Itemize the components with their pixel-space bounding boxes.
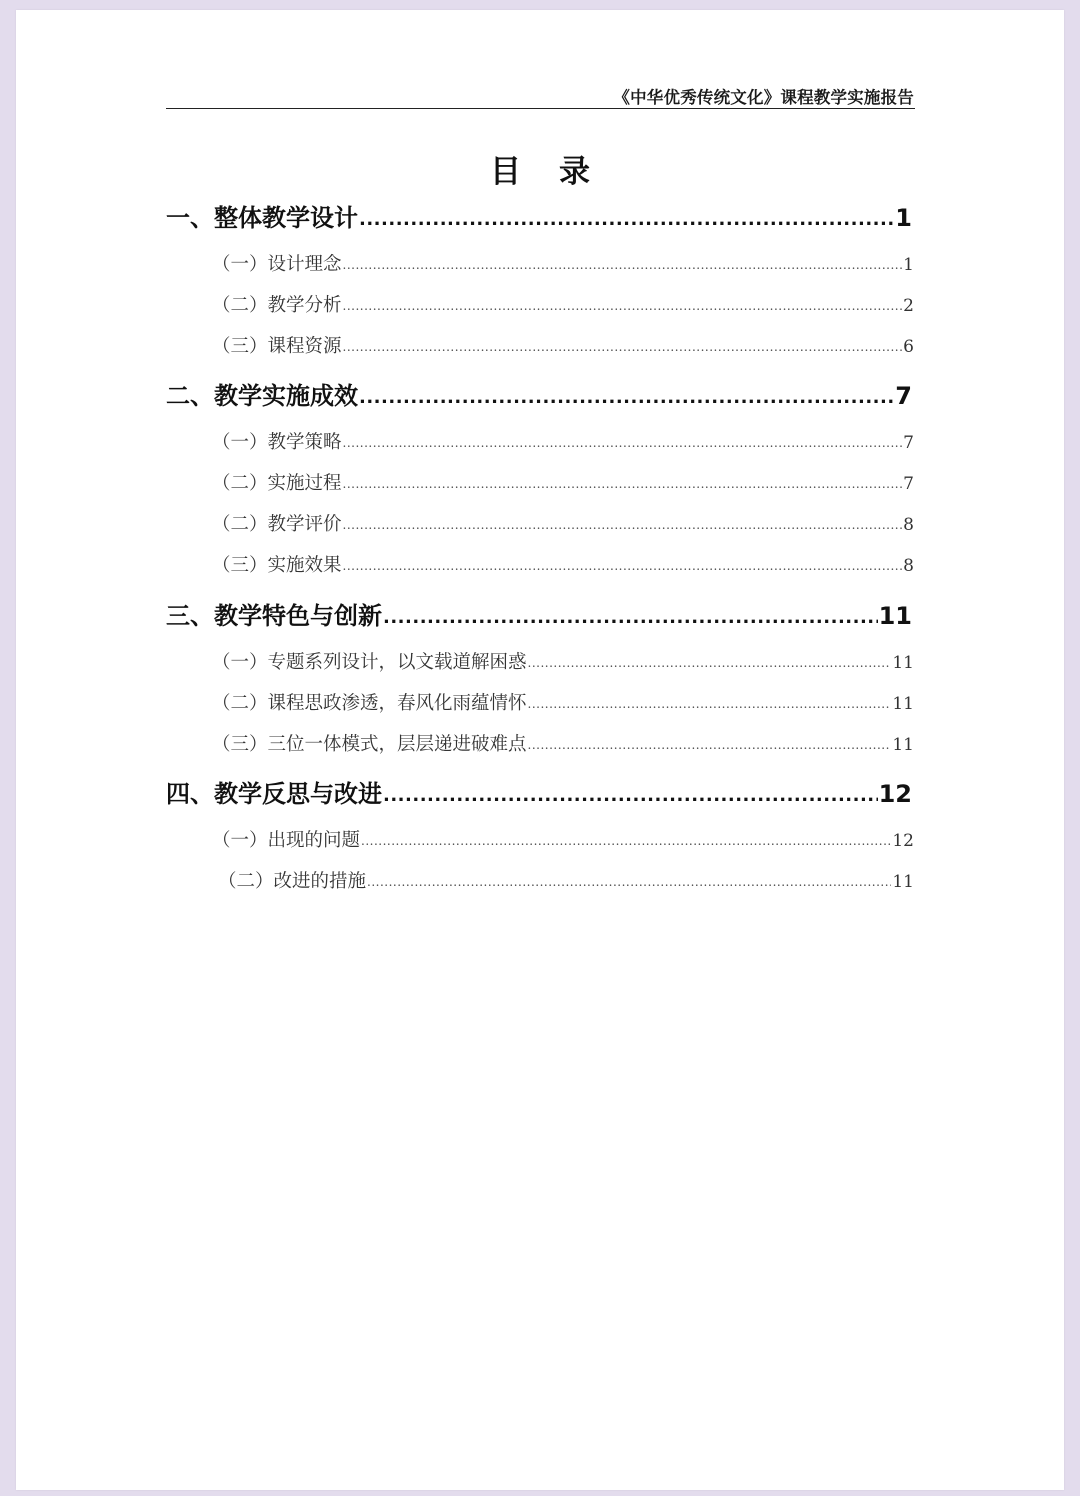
toc-subsection-label: （三）课程资源 [212,336,342,357]
dot-leader [343,436,903,450]
document-page [16,10,1064,1490]
toc-section-label: 四、教学反思与改进 [166,780,382,808]
toc-subsection[interactable] [212,250,914,276]
toc-subsection-label: （二）改进的措施 [218,871,367,892]
toc-section[interactable] [166,376,912,411]
toc-subsection[interactable] [212,291,914,317]
toc-subsection-label: （二）教学分析 [212,295,342,316]
dot-leader [359,387,894,408]
toc-page-number: 2 [903,296,914,316]
toc-page-number: 7 [903,474,914,494]
toc-page-number: 11 [892,872,914,892]
toc-page-number: 1 [903,255,914,275]
toc-page-number: 7 [895,382,912,410]
dot-leader [528,738,892,752]
toc-title-char-1: 目 [490,154,521,190]
toc-subsection[interactable] [212,469,914,495]
toc-title [16,146,1064,191]
toc-subsection[interactable] [212,730,914,756]
toc-subsection[interactable] [212,689,914,715]
toc-subsection-label: （二）教学评价 [212,514,342,535]
toc-subsection[interactable] [212,332,914,358]
toc-subsection-label: （一）出现的问题 [212,830,361,851]
toc-subsection[interactable] [212,648,914,674]
dot-leader [359,209,894,230]
toc-section-label: 一、整体教学设计 [166,204,358,232]
toc-page-number: 8 [903,515,914,535]
toc-section[interactable] [166,774,912,809]
dot-leader [343,258,903,272]
toc-page-number: 12 [892,831,914,851]
toc-section[interactable] [166,596,912,631]
toc-subsection-label: （二）课程思政渗透，春风化雨蕴情怀 [212,693,527,714]
toc-section-label: 三、教学特色与创新 [166,602,382,630]
running-header: 《中华优秀传统文化》课程教学实施报告 [613,88,914,107]
dot-leader [343,340,903,354]
toc-section[interactable] [166,198,912,233]
dot-leader [528,697,892,711]
toc-page-number: 6 [903,337,914,357]
dot-leader [361,834,891,848]
dot-leader [343,299,903,313]
toc-subsection-label: （二）实施过程 [212,473,342,494]
toc-page-number: 11 [892,694,914,714]
toc-subsection[interactable] [212,826,914,852]
toc-page-number: 11 [892,735,914,755]
toc-page-number: 1 [895,204,912,232]
toc-page-number: 7 [903,433,914,453]
toc-subsection-label: （三）三位一体模式，层层递进破难点 [212,734,527,755]
dot-leader [383,785,878,806]
toc-title-char-2: 录 [559,154,590,190]
toc-subsection[interactable] [212,428,914,454]
dot-leader [343,518,903,532]
toc-subsection[interactable] [212,551,914,577]
toc-page-number: 11 [878,602,912,630]
toc-subsection-label: （三）实施效果 [212,555,342,576]
toc-page-number: 11 [892,653,914,673]
toc-page-number: 8 [903,556,914,576]
dot-leader [528,656,892,670]
toc-subsection[interactable] [212,510,914,536]
dot-leader [383,607,878,628]
toc-section-label: 二、教学实施成效 [166,382,358,410]
toc-subsection-label: （一）设计理念 [212,254,342,275]
dot-leader [343,477,903,491]
toc-subsection-label: （一）教学策略 [212,432,342,453]
toc-page-number: 12 [878,780,912,808]
toc-subsection[interactable] [218,867,914,893]
dot-leader [367,875,891,889]
header-rule [166,108,915,109]
dot-leader [343,559,903,573]
toc-subsection-label: （一）专题系列设计，以文载道解困惑 [212,652,527,673]
